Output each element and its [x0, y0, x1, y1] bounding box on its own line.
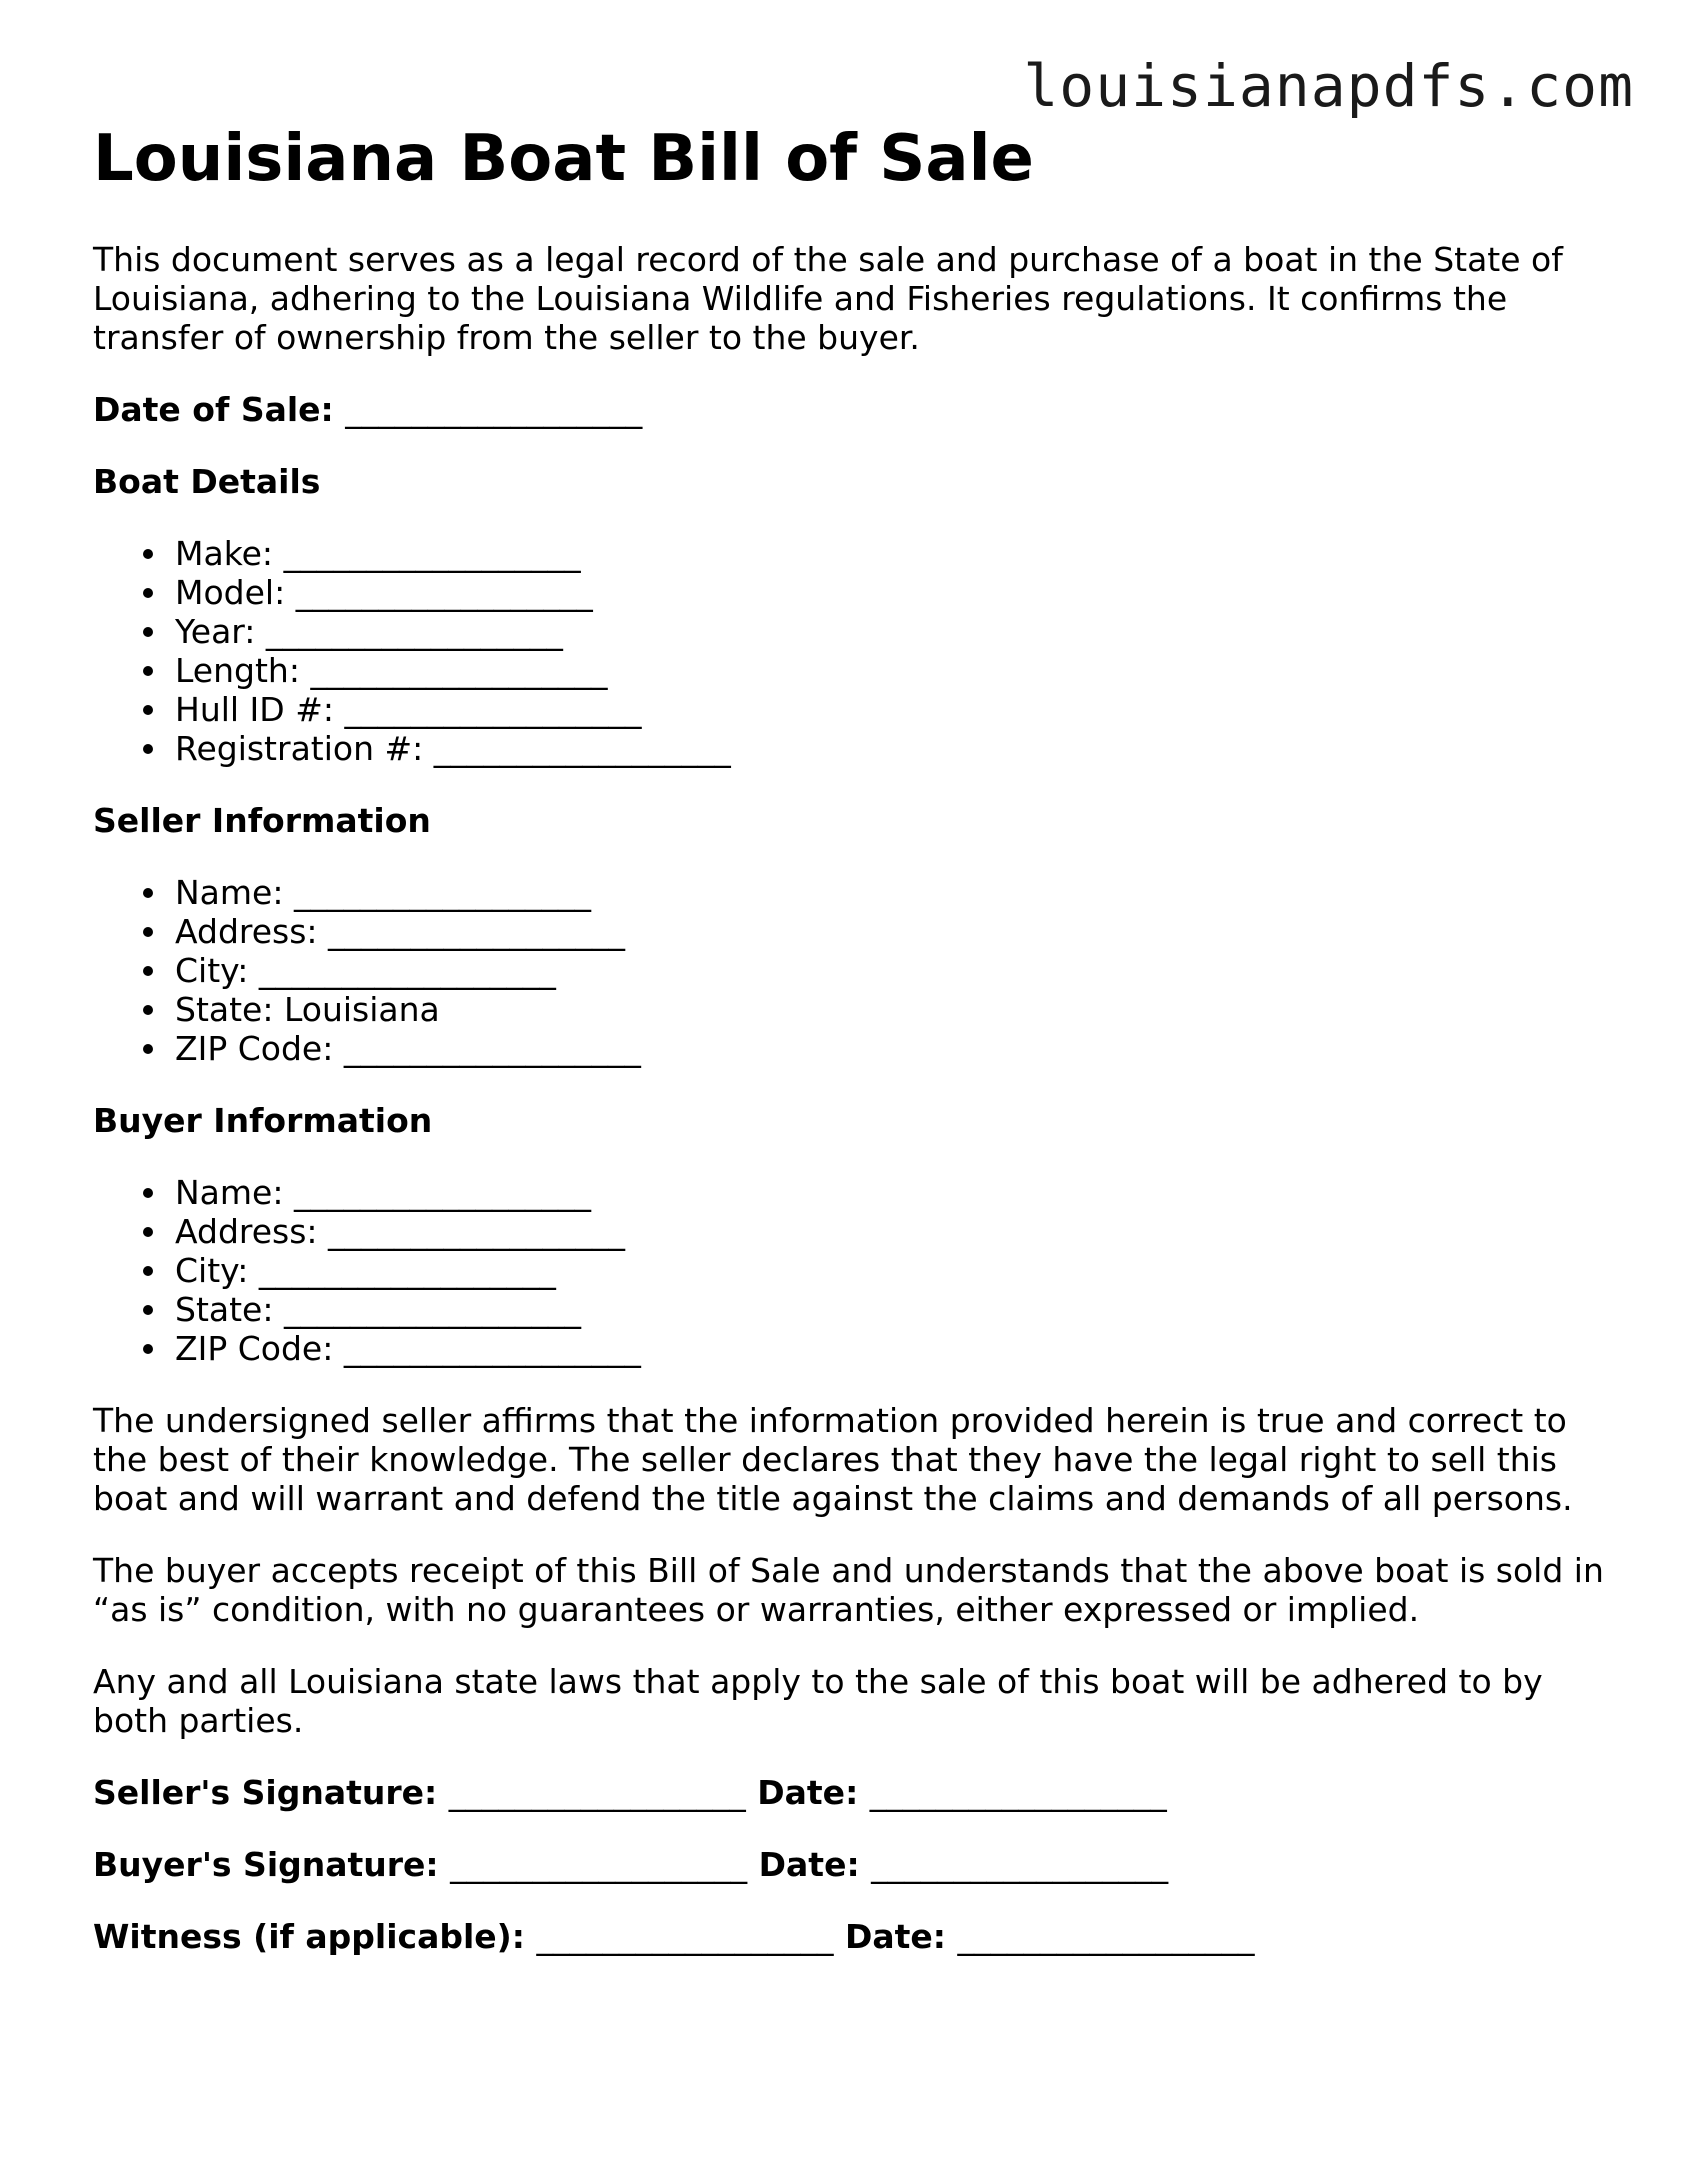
boat-length-item: [175, 651, 1613, 690]
buyer-state-item: [175, 1290, 1613, 1329]
buyer-city-blank: __________________: [258, 1251, 556, 1290]
buyer-information-heading: Buyer Information: [93, 1101, 433, 1140]
seller-address-blank: __________________: [328, 912, 626, 951]
buyer-address-item: [175, 1212, 1613, 1251]
intro-paragraph: This document serves as a legal record of the sale and purchase of a boat in the State of Louisiana, adhering to the Louisiana Wildlife and Fisheries regulations. It confirms the transfer of ownership from the seller to the buyer.: [93, 240, 1563, 357]
seller-information-list: [93, 873, 1613, 1068]
document-title: Louisiana Boat Bill of Sale: [93, 122, 1034, 196]
buyer-address-blank: __________________: [328, 1212, 626, 1251]
buyer-zip-label: ZIP Code:: [175, 1329, 334, 1368]
seller-city-label: City:: [175, 951, 249, 990]
seller-zip-item: [175, 1029, 1613, 1068]
seller-signature-blank: __________________: [448, 1773, 746, 1812]
buyer-name-blank: __________________: [293, 1173, 591, 1212]
date-of-sale-label: Date of Sale:: [93, 390, 334, 429]
buyer-signature-blank: __________________: [450, 1845, 748, 1884]
witness-signature-blank: __________________: [536, 1917, 834, 1956]
seller-signature-line: [93, 1773, 1613, 1812]
date-of-sale-field: [93, 390, 1613, 429]
boat-registration-label: Registration #:: [175, 729, 424, 768]
boat-hull-id-item: [175, 690, 1613, 729]
state-laws-paragraph: Any and all Louisiana state laws that apply to the sale of this boat will be adhered to by both parties.: [93, 1662, 1543, 1740]
boat-year-item: [175, 612, 1613, 651]
seller-name-blank: __________________: [293, 873, 591, 912]
seller-zip-label: ZIP Code:: [175, 1029, 334, 1068]
boat-model-blank: __________________: [295, 573, 593, 612]
buyer-information-list: [93, 1173, 1613, 1368]
boat-length-blank: __________________: [310, 651, 608, 690]
buyer-signature-line: [93, 1845, 1613, 1884]
boat-registration-item: [175, 729, 1613, 768]
seller-name-item: [175, 873, 1613, 912]
seller-information-heading: Seller Information: [93, 801, 431, 840]
site-watermark: louisianapdfs.com: [1023, 52, 1634, 120]
buyer-city-item: [175, 1251, 1613, 1290]
boat-details-list: [93, 534, 1613, 768]
boat-year-blank: __________________: [265, 612, 563, 651]
buyer-zip-item: [175, 1329, 1613, 1368]
buyer-zip-blank: __________________: [343, 1329, 641, 1368]
witness-signature-label: Witness (if applicable):: [93, 1917, 525, 1956]
buyer-state-blank: __________________: [283, 1290, 581, 1329]
buyer-date-blank: __________________: [871, 1845, 1169, 1884]
buyer-state-label: State:: [175, 1290, 274, 1329]
boat-year-label: Year:: [175, 612, 256, 651]
boat-registration-blank: __________________: [433, 729, 731, 768]
buyer-address-label: Address:: [175, 1212, 318, 1251]
witness-signature-line: [93, 1917, 1613, 1956]
boat-make-label: Make:: [175, 534, 274, 573]
date-of-sale-blank: __________________: [345, 390, 643, 429]
seller-state-item: [175, 990, 1613, 1029]
boat-make-item: [175, 534, 1613, 573]
boat-make-blank: __________________: [283, 534, 581, 573]
boat-hull-id-blank: __________________: [344, 690, 642, 729]
boat-hull-id-label: Hull ID #:: [175, 690, 334, 729]
seller-affirmation-paragraph: The undersigned seller affirms that the information provided herein is true and correct to the best of their knowledge. The seller declares that they have the legal right to sell this boat and will warrant and defend the title against the claims and demands of all persons.: [93, 1401, 1573, 1518]
boat-model-item: [175, 573, 1613, 612]
witness-date-label: Date:: [844, 1917, 946, 1956]
seller-zip-blank: __________________: [343, 1029, 641, 1068]
boat-model-label: Model:: [175, 573, 286, 612]
buyer-date-label: Date:: [758, 1845, 860, 1884]
seller-state-label: State: Louisiana: [175, 990, 440, 1029]
buyer-signature-label: Buyer's Signature:: [93, 1845, 439, 1884]
buyer-name-item: [175, 1173, 1613, 1212]
seller-date-blank: __________________: [869, 1773, 1167, 1812]
seller-address-item: [175, 912, 1613, 951]
boat-length-label: Length:: [175, 651, 300, 690]
buyer-acceptance-paragraph: The buyer accepts receipt of this Bill of Sale and understands that the above boat is sold in “as is” condition, with no guarantees or warranties, either expressed or implied.: [93, 1551, 1604, 1629]
seller-address-label: Address:: [175, 912, 318, 951]
seller-name-label: Name:: [175, 873, 284, 912]
seller-signature-label: Seller's Signature:: [93, 1773, 438, 1812]
seller-date-label: Date:: [757, 1773, 859, 1812]
buyer-city-label: City:: [175, 1251, 249, 1290]
buyer-name-label: Name:: [175, 1173, 284, 1212]
witness-date-blank: __________________: [957, 1917, 1255, 1956]
document-page: [93, 118, 1613, 1956]
boat-details-heading: Boat Details: [93, 462, 321, 501]
seller-city-blank: __________________: [258, 951, 556, 990]
seller-city-item: [175, 951, 1613, 990]
